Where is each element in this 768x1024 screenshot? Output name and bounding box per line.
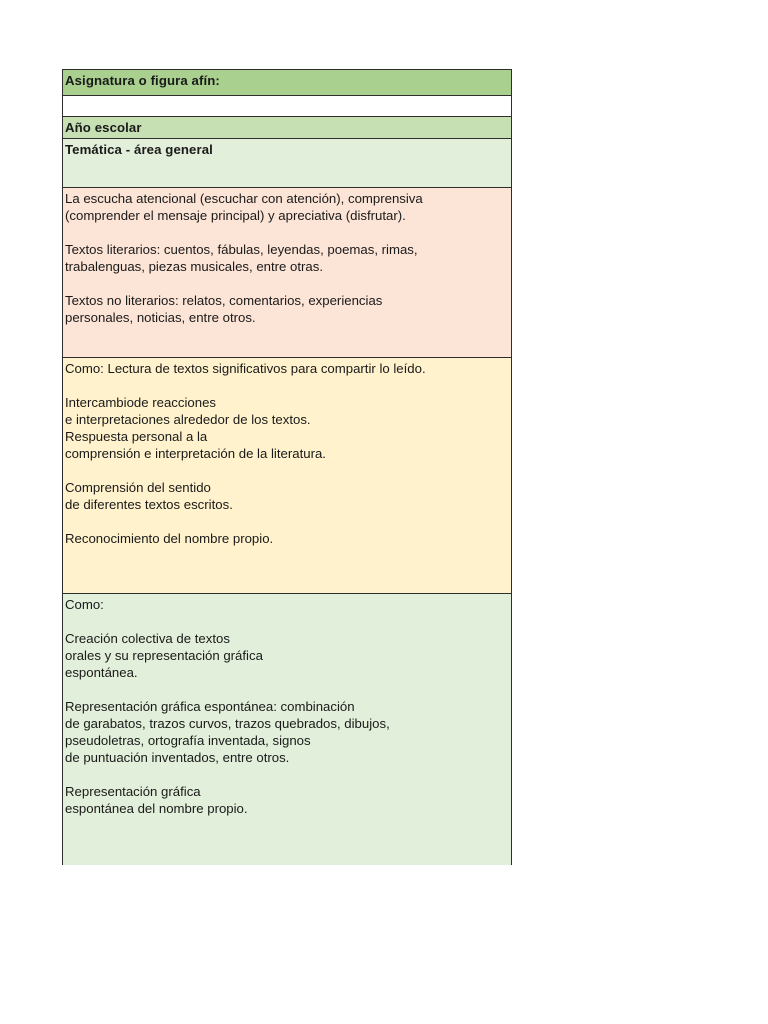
spreadsheet-table bbox=[62, 69, 512, 865]
comprehension-paragraph: Comprensión del sentido de diferentes textos escritos. bbox=[65, 480, 233, 512]
subject-header-text: Asignatura o figura afín: bbox=[65, 73, 220, 88]
interpretation-paragraph: Intercambiode reacciones e interpretaciones alrededor de los textos. Respuesta personal a la comprensión e interpretación de la literatura. bbox=[65, 395, 326, 461]
graphic-representation-paragraph: Representación gráfica espontánea: combinación de garabatos, trazos curvos, trazos quebrados, dibujos, pseudoletras, ortografía inventada, signos de puntuación inventados, entre otros. bbox=[65, 699, 390, 765]
own-name-graphic-paragraph: Representación gráfica espontánea del nombre propio. bbox=[65, 784, 248, 816]
theme-cell[interactable] bbox=[63, 138, 511, 187]
reading-intro-paragraph: Como: Lectura de textos significativos para compartir lo leído. bbox=[65, 361, 426, 376]
literary-texts-paragraph: Textos literarios: cuentos, fábulas, leyendas, poemas, rimas, trabalenguas, piezas musicales, entre otras. bbox=[65, 242, 418, 274]
subject-header-cell[interactable] bbox=[63, 69, 511, 95]
writing-intro-paragraph: Como: bbox=[65, 597, 104, 612]
writing-content-cell[interactable] bbox=[63, 593, 511, 865]
own-name-paragraph: Reconocimiento del nombre propio. bbox=[65, 531, 274, 546]
non-literary-texts-paragraph: Textos no literarios: relatos, comentarios, experiencias personales, noticias, entre otros. bbox=[65, 293, 383, 325]
collective-creation-paragraph: Creación colectiva de textos orales y su representación gráfica espontánea. bbox=[65, 631, 263, 680]
reading-content-cell[interactable] bbox=[63, 357, 511, 593]
listening-paragraph: La escucha atencional (escuchar con atención), comprensiva (comprender el mensaje principal) y apreciativa (disfrutar). bbox=[65, 191, 423, 223]
school-year-cell[interactable] bbox=[63, 116, 511, 138]
listening-content-cell[interactable] bbox=[63, 187, 511, 357]
subject-value-cell[interactable] bbox=[63, 95, 511, 116]
school-year-text: Año escolar bbox=[65, 120, 142, 135]
theme-text: Temática - área general bbox=[65, 142, 213, 157]
